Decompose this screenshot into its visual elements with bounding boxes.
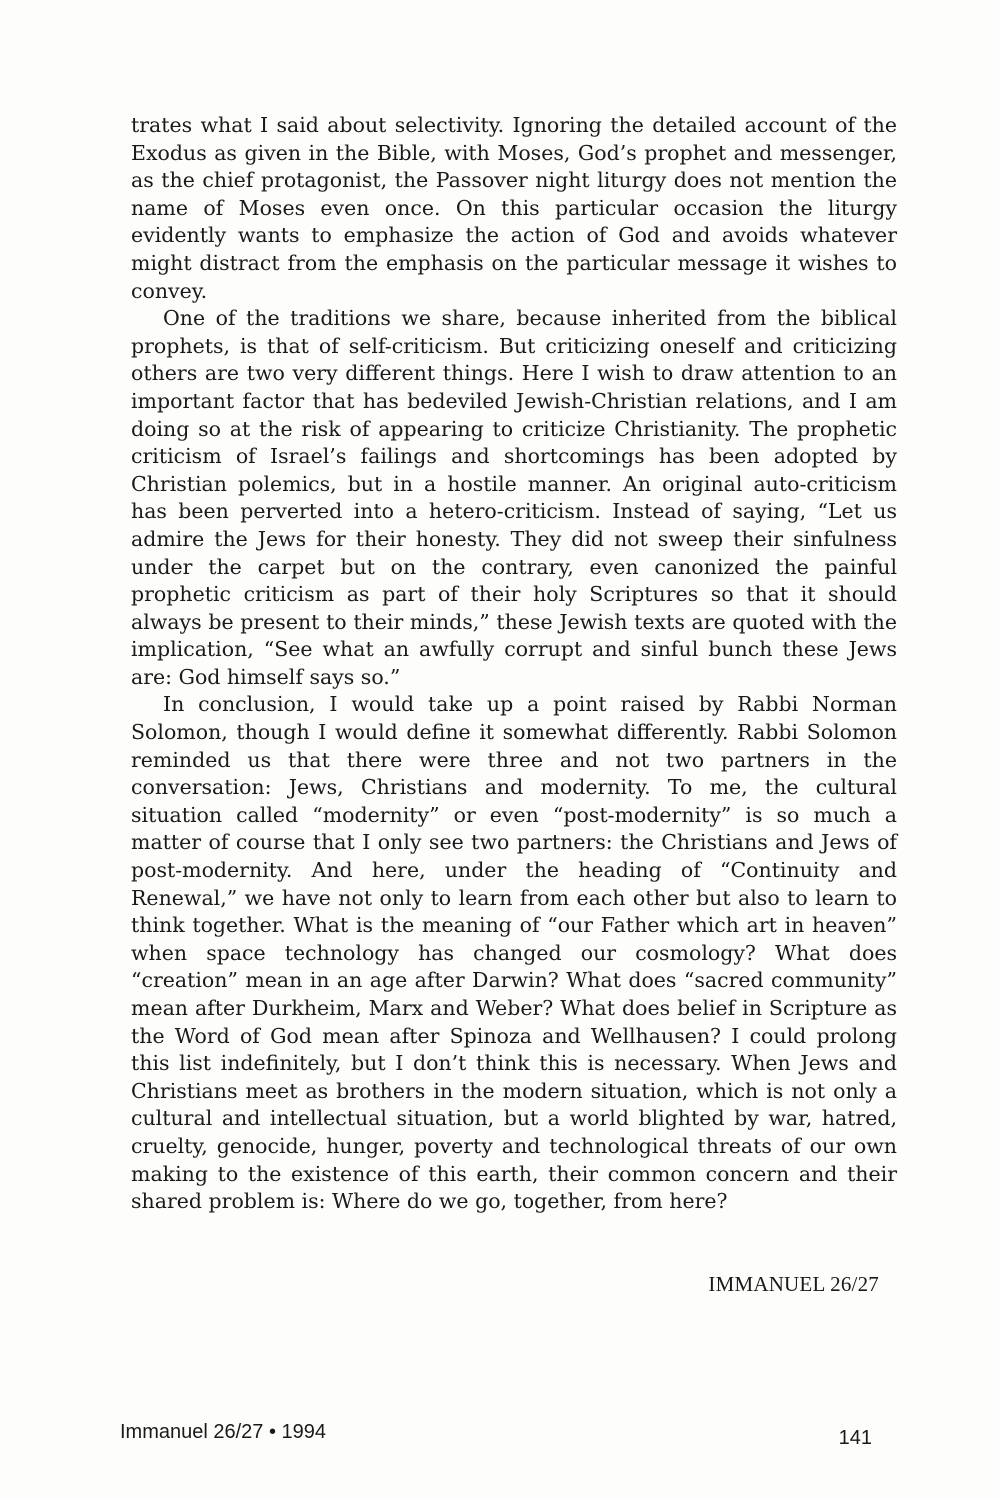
body-text — [131, 112, 897, 1216]
paragraph-2: One of the traditions we share, because inherited from the biblical prophets, is that of self-criticism. But criticizing oneself and criticizing others are two very different things. Here I wish to draw attention to an important factor that has bedeviled Jewish-Christian relations, and I am doing so at the risk of appearing to criticize Christianity. The prophetic criticism of Israel’s failings and shortcomings has been adopted by Christian polemics, but in a hostile manner. An original auto-criticism has been perverted into a hetero-criticism. Instead of saying, “Let us admire the Jews for their honesty. They did not sweep their sinfulness under the carpet but on the contrary, even canonized the painful prophetic criticism as part of their holy Scriptures so that it should always be present to their minds,” these Jewish texts are quoted with the implication, “See what an awfully corrupt and sinful bunch these Jews are: God himself says so.” — [131, 306, 897, 689]
paragraph-1: trates what I said about selectivity. Ignoring the detailed account of the Exodus as given in the Bible, with Moses, God’s prophet and messenger, as the chief protagonist, the Passover night liturgy does not mention the name of Moses even once. On this particular occasion the liturgy evidently wants to emphasize the action of God and avoids whatever might distract from the emphasis on the particular message it wishes to convey. — [131, 113, 897, 303]
signature: IMMANUEL 26/27 — [708, 1272, 879, 1296]
paragraph-3: In conclusion, I would take up a point raised by Rabbi Norman Solomon, though I would define it somewhat differently. Rabbi Solomon reminded us that there were three and not two partners in the conversation: Jews, Christians and modernity. To me, the cultural situation called “modernity” or even “post-modernity” is so much a matter of course that I only see two partners: the Christians and Jews of post-modernity. And here, under the heading of “Continuity and Renewal,” we have not only to learn from each other but also to learn to think together. What is the meaning of “our Father which art in heaven” when space technology has changed our cosmology? What does “creation” mean in an age after Darwin? What does “sacred community” mean after Durkheim, Marx and Weber? What does belief in Scripture as the Word of God mean after Spinoza and Wellhausen? I could prolong this list indefinitely, but I don’t think this is necessary. When Jews and Christians meet as brothers in the modern situation, which is not only a cultural and intellectual situation, but a world blighted by war, hatred, cruelty, genocide, hunger, poverty and technological threats of our own making to the existence of this earth, their common concern and their shared problem is: Where do we go, together, from here? — [131, 692, 897, 1214]
footer-journal: Immanuel 26/27 • 1994 — [120, 1421, 327, 1443]
page-number: 141 — [838, 1427, 872, 1449]
